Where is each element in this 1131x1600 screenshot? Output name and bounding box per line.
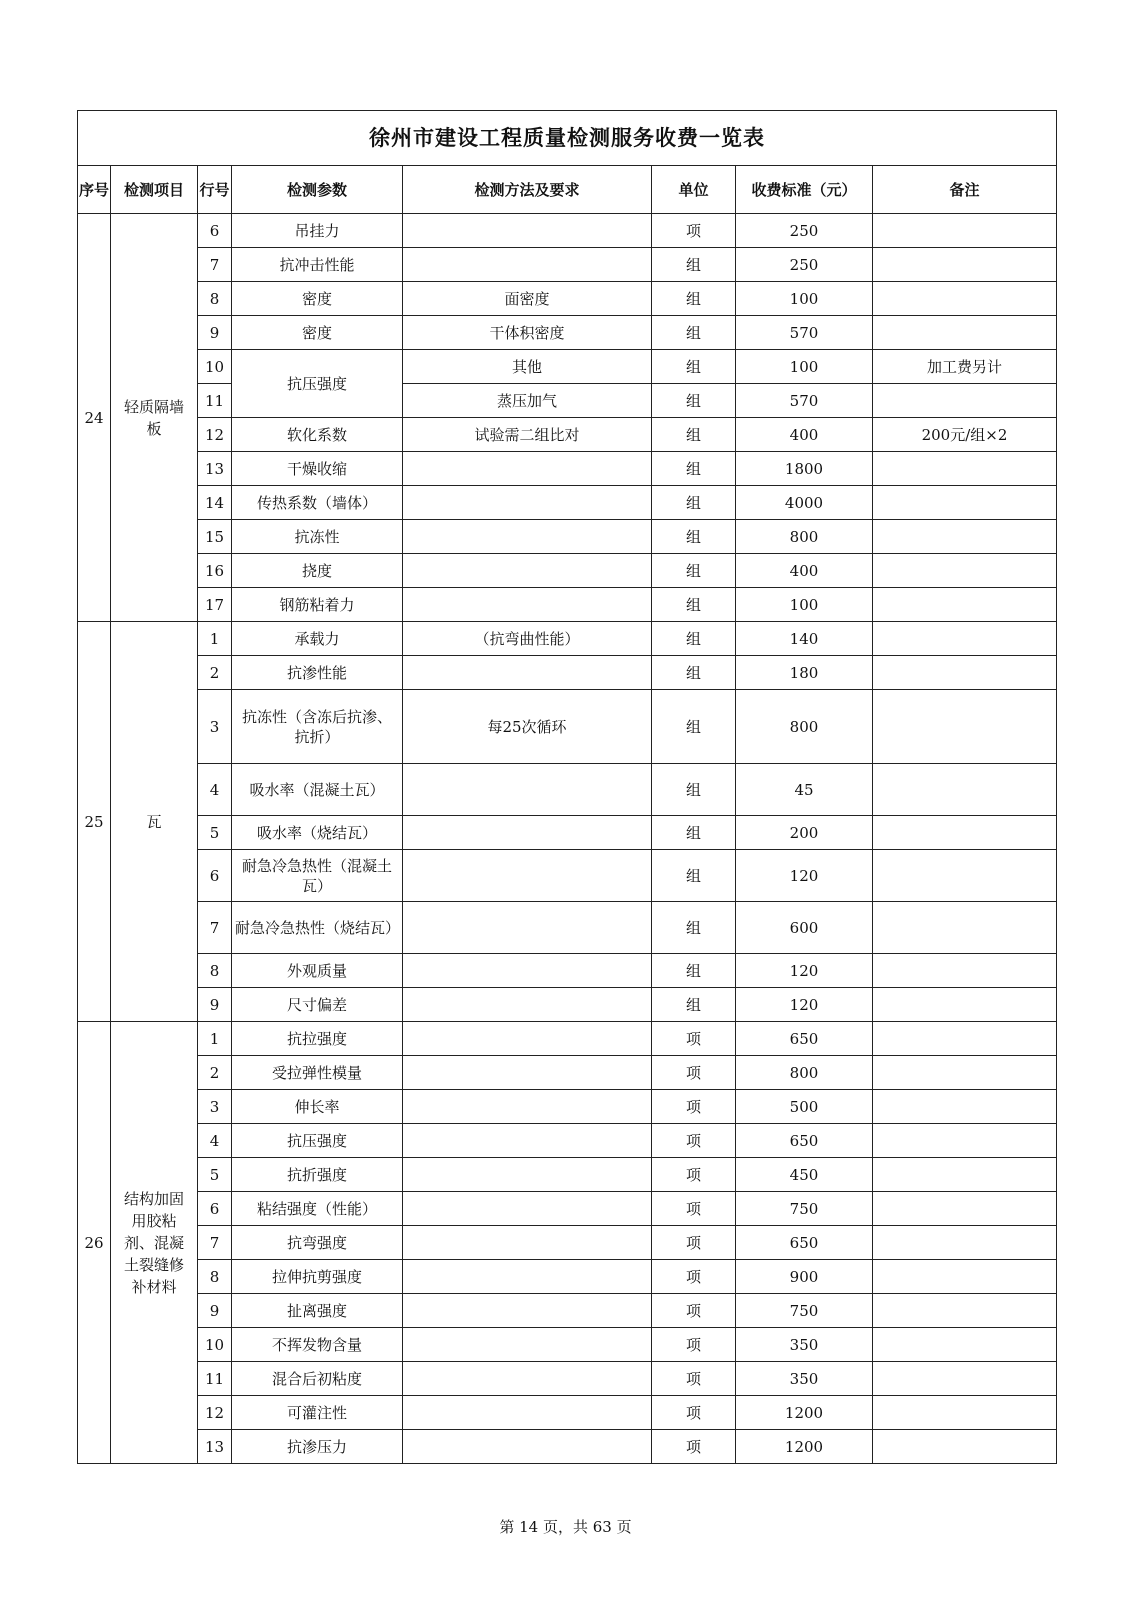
test-method: （抗弯曲性能）: [403, 622, 652, 656]
group-item: 结构加固用胶粘剂、混凝土裂缝修补材料: [111, 1022, 198, 1464]
test-method: 面密度: [403, 282, 652, 316]
row-number: 12: [198, 418, 232, 452]
fee: 120: [736, 988, 873, 1022]
unit: 组: [652, 816, 736, 850]
row-number: 1: [198, 1022, 232, 1056]
table-row: [78, 1294, 1057, 1328]
fee: 140: [736, 622, 873, 656]
table-row: [78, 248, 1057, 282]
test-param: 抗折强度: [232, 1158, 403, 1192]
note: [873, 1294, 1057, 1328]
table-row: [78, 764, 1057, 816]
row-number: 7: [198, 902, 232, 954]
test-method: [403, 988, 652, 1022]
test-param: 抗拉强度: [232, 1022, 403, 1056]
note: [873, 1396, 1057, 1430]
fee: 180: [736, 656, 873, 690]
table-row: [78, 350, 1057, 384]
fee: 250: [736, 214, 873, 248]
note: [873, 764, 1057, 816]
header-item: 检测项目: [111, 166, 198, 214]
test-method: [403, 1158, 652, 1192]
note: [873, 248, 1057, 282]
unit: 项: [652, 1226, 736, 1260]
unit: 组: [652, 850, 736, 902]
unit: 组: [652, 350, 736, 384]
unit: 组: [652, 316, 736, 350]
fee: 800: [736, 1056, 873, 1090]
test-param: 粘结强度（性能）: [232, 1192, 403, 1226]
fee: 250: [736, 248, 873, 282]
test-method: [403, 1362, 652, 1396]
test-method: [403, 1396, 652, 1430]
note: [873, 316, 1057, 350]
fee: 800: [736, 690, 873, 764]
table-row: [78, 1260, 1057, 1294]
test-param: 受拉弹性模量: [232, 1056, 403, 1090]
fee: 45: [736, 764, 873, 816]
unit: 组: [652, 656, 736, 690]
table-row: [78, 850, 1057, 902]
header-note: 备注: [873, 166, 1057, 214]
fee: 400: [736, 554, 873, 588]
note: 加工费另计: [873, 350, 1057, 384]
test-param: 拉伸抗剪强度: [232, 1260, 403, 1294]
table-row: [78, 418, 1057, 452]
unit: 组: [652, 988, 736, 1022]
note: [873, 1022, 1057, 1056]
test-param: 软化系数: [232, 418, 403, 452]
test-param: 承载力: [232, 622, 403, 656]
unit: 项: [652, 1022, 736, 1056]
test-param: 钢筋粘着力: [232, 588, 403, 622]
fee: 120: [736, 954, 873, 988]
fee: 750: [736, 1294, 873, 1328]
test-method: 干体积密度: [403, 316, 652, 350]
fee: 400: [736, 418, 873, 452]
test-param: 扯离强度: [232, 1294, 403, 1328]
unit: 项: [652, 1294, 736, 1328]
unit: 项: [652, 1362, 736, 1396]
header-fee: 收费标准（元）: [736, 166, 873, 214]
fee: 4000: [736, 486, 873, 520]
unit: 组: [652, 588, 736, 622]
note: [873, 520, 1057, 554]
test-method: [403, 1328, 652, 1362]
table-row: [78, 988, 1057, 1022]
row-number: 5: [198, 816, 232, 850]
fee: 500: [736, 1090, 873, 1124]
fee: 120: [736, 850, 873, 902]
unit: 项: [652, 214, 736, 248]
table-row: [78, 554, 1057, 588]
unit: 项: [652, 1158, 736, 1192]
group-seq: 26: [78, 1022, 111, 1464]
test-method: [403, 1260, 652, 1294]
row-number: 9: [198, 316, 232, 350]
row-number: 13: [198, 1430, 232, 1464]
row-number: 9: [198, 1294, 232, 1328]
table-row: [78, 656, 1057, 690]
table-row: [78, 1192, 1057, 1226]
row-number: 5: [198, 1158, 232, 1192]
test-param: 抗弯强度: [232, 1226, 403, 1260]
test-method: [403, 1226, 652, 1260]
test-param: 抗冻性（含冻后抗渗、抗折）: [232, 690, 403, 764]
test-method: [403, 248, 652, 282]
fee: 1800: [736, 452, 873, 486]
header-unit: 单位: [652, 166, 736, 214]
table-row: [78, 384, 1057, 418]
table-row: [78, 1158, 1057, 1192]
fee: 100: [736, 350, 873, 384]
note: [873, 1056, 1057, 1090]
table-row: [78, 1430, 1057, 1464]
row-number: 9: [198, 988, 232, 1022]
test-param: 混合后初粘度: [232, 1362, 403, 1396]
fee: 200: [736, 816, 873, 850]
test-method: [403, 554, 652, 588]
fee: 1200: [736, 1430, 873, 1464]
table-row: [78, 1056, 1057, 1090]
page-footer: 第 14 页，共 63 页: [499, 1518, 632, 1536]
note: [873, 690, 1057, 764]
unit: 项: [652, 1124, 736, 1158]
note: [873, 656, 1057, 690]
note: [873, 1260, 1057, 1294]
test-param: 干燥收缩: [232, 452, 403, 486]
note: [873, 902, 1057, 954]
header-seq: 序号: [78, 166, 111, 214]
fee: 570: [736, 316, 873, 350]
test-param: 伸长率: [232, 1090, 403, 1124]
unit: 组: [652, 282, 736, 316]
unit: 项: [652, 1396, 736, 1430]
header-row: 行号: [198, 166, 232, 214]
row-number: 10: [198, 1328, 232, 1362]
row-number: 7: [198, 248, 232, 282]
test-method: 其他: [403, 350, 652, 384]
row-number: 15: [198, 520, 232, 554]
test-param: 抗渗性能: [232, 656, 403, 690]
group-item: 轻质隔墙板: [111, 214, 198, 622]
row-number: 3: [198, 1090, 232, 1124]
fee: 800: [736, 520, 873, 554]
table-row: [78, 316, 1057, 350]
note: [873, 988, 1057, 1022]
unit: 组: [652, 486, 736, 520]
note: [873, 1430, 1057, 1464]
unit: 项: [652, 1430, 736, 1464]
table-row: [78, 452, 1057, 486]
note: [873, 214, 1057, 248]
table-row: [78, 1396, 1057, 1430]
test-method: [403, 954, 652, 988]
unit: 项: [652, 1192, 736, 1226]
unit: 组: [652, 248, 736, 282]
unit: 项: [652, 1056, 736, 1090]
table-row: [78, 1328, 1057, 1362]
test-method: [403, 1090, 652, 1124]
unit: 组: [652, 954, 736, 988]
fee: 900: [736, 1260, 873, 1294]
test-method: 蒸压加气: [403, 384, 652, 418]
fee: 1200: [736, 1396, 873, 1430]
row-number: 2: [198, 1056, 232, 1090]
unit: 组: [652, 764, 736, 816]
table-row: [78, 1362, 1057, 1396]
table-row: [78, 816, 1057, 850]
fee: 600: [736, 902, 873, 954]
row-number: 8: [198, 282, 232, 316]
row-number: 8: [198, 954, 232, 988]
note: [873, 588, 1057, 622]
test-method: 每25次循环: [403, 690, 652, 764]
table-row: [78, 690, 1057, 764]
table-row: [78, 954, 1057, 988]
test-param: 外观质量: [232, 954, 403, 988]
table-row: [78, 1124, 1057, 1158]
row-number: 16: [198, 554, 232, 588]
test-method: [403, 764, 652, 816]
note: [873, 486, 1057, 520]
note: [873, 1090, 1057, 1124]
test-param: 耐急冷急热性（烧结瓦）: [232, 902, 403, 954]
test-method: [403, 520, 652, 554]
unit: 组: [652, 452, 736, 486]
test-method: [403, 588, 652, 622]
test-method: [403, 1022, 652, 1056]
unit: 项: [652, 1090, 736, 1124]
row-number: 4: [198, 1124, 232, 1158]
fee: 100: [736, 282, 873, 316]
row-number: 13: [198, 452, 232, 486]
note: [873, 622, 1057, 656]
group-item: 瓦: [111, 622, 198, 1022]
table-row: [78, 902, 1057, 954]
test-param: 抗冻性: [232, 520, 403, 554]
test-param: 密度: [232, 282, 403, 316]
test-param: 吊挂力: [232, 214, 403, 248]
row-number: 12: [198, 1396, 232, 1430]
unit: 项: [652, 1260, 736, 1294]
fee: 350: [736, 1328, 873, 1362]
unit: 组: [652, 384, 736, 418]
note: [873, 384, 1057, 418]
fee: 450: [736, 1158, 873, 1192]
fee: 650: [736, 1022, 873, 1056]
test-param: 可灌注性: [232, 1396, 403, 1430]
table-row: [78, 588, 1057, 622]
test-method: [403, 816, 652, 850]
unit: 组: [652, 418, 736, 452]
unit: 项: [652, 1328, 736, 1362]
test-param: 吸水率（混凝土瓦）: [232, 764, 403, 816]
test-param: 耐急冷急热性（混凝土瓦）: [232, 850, 403, 902]
group-seq: 24: [78, 214, 111, 622]
test-method: [403, 902, 652, 954]
note: [873, 954, 1057, 988]
unit: 组: [652, 520, 736, 554]
table-row: [78, 282, 1057, 316]
row-number: 6: [198, 214, 232, 248]
header-param: 检测参数: [232, 166, 403, 214]
note: [873, 1226, 1057, 1260]
row-number: 14: [198, 486, 232, 520]
note: [873, 1328, 1057, 1362]
test-param: 密度: [232, 316, 403, 350]
row-number: 1: [198, 622, 232, 656]
row-number: 4: [198, 764, 232, 816]
test-param: 挠度: [232, 554, 403, 588]
note: 200元/组×2: [873, 418, 1057, 452]
note: [873, 1124, 1057, 1158]
test-method: [403, 214, 652, 248]
test-method: [403, 452, 652, 486]
row-number: 17: [198, 588, 232, 622]
unit: 组: [652, 690, 736, 764]
table-title: 徐州市建设工程质量检测服务收费一览表: [78, 111, 1057, 166]
row-number: 2: [198, 656, 232, 690]
row-number: 6: [198, 850, 232, 902]
row-number: 6: [198, 1192, 232, 1226]
table-row: [78, 486, 1057, 520]
table-row: [78, 1090, 1057, 1124]
row-number: 11: [198, 384, 232, 418]
note: [873, 1158, 1057, 1192]
row-number: 10: [198, 350, 232, 384]
fee: 350: [736, 1362, 873, 1396]
test-method: [403, 656, 652, 690]
unit: 组: [652, 554, 736, 588]
row-number: 8: [198, 1260, 232, 1294]
test-param: 吸水率（烧结瓦）: [232, 816, 403, 850]
note: [873, 850, 1057, 902]
test-param: 传热系数（墙体）: [232, 486, 403, 520]
test-param: 抗压强度: [232, 1124, 403, 1158]
test-param: 尺寸偏差: [232, 988, 403, 1022]
test-param: 抗压强度: [232, 350, 403, 418]
unit: 组: [652, 902, 736, 954]
fee: 750: [736, 1192, 873, 1226]
fee: 650: [736, 1226, 873, 1260]
group-seq: 25: [78, 622, 111, 1022]
note: [873, 1362, 1057, 1396]
header-method: 检测方法及要求: [403, 166, 652, 214]
row-number: 11: [198, 1362, 232, 1396]
table-row: [78, 214, 1057, 248]
test-method: [403, 1056, 652, 1090]
test-param: 抗渗压力: [232, 1430, 403, 1464]
table-row: [78, 520, 1057, 554]
note: [873, 282, 1057, 316]
table-row: [78, 1226, 1057, 1260]
test-method: [403, 486, 652, 520]
test-method: [403, 1192, 652, 1226]
note: [873, 1192, 1057, 1226]
test-method: 试验需二组比对: [403, 418, 652, 452]
test-method: [403, 1294, 652, 1328]
row-number: 7: [198, 1226, 232, 1260]
fee: 570: [736, 384, 873, 418]
unit: 组: [652, 622, 736, 656]
note: [873, 452, 1057, 486]
table-row: [78, 622, 1057, 656]
test-method: [403, 850, 652, 902]
note: [873, 554, 1057, 588]
fee-table: [77, 110, 1057, 1464]
test-param: 抗冲击性能: [232, 248, 403, 282]
table-row: [78, 1022, 1057, 1056]
test-method: [403, 1430, 652, 1464]
fee: 650: [736, 1124, 873, 1158]
test-param: 不挥发物含量: [232, 1328, 403, 1362]
fee: 100: [736, 588, 873, 622]
test-method: [403, 1124, 652, 1158]
note: [873, 816, 1057, 850]
row-number: 3: [198, 690, 232, 764]
